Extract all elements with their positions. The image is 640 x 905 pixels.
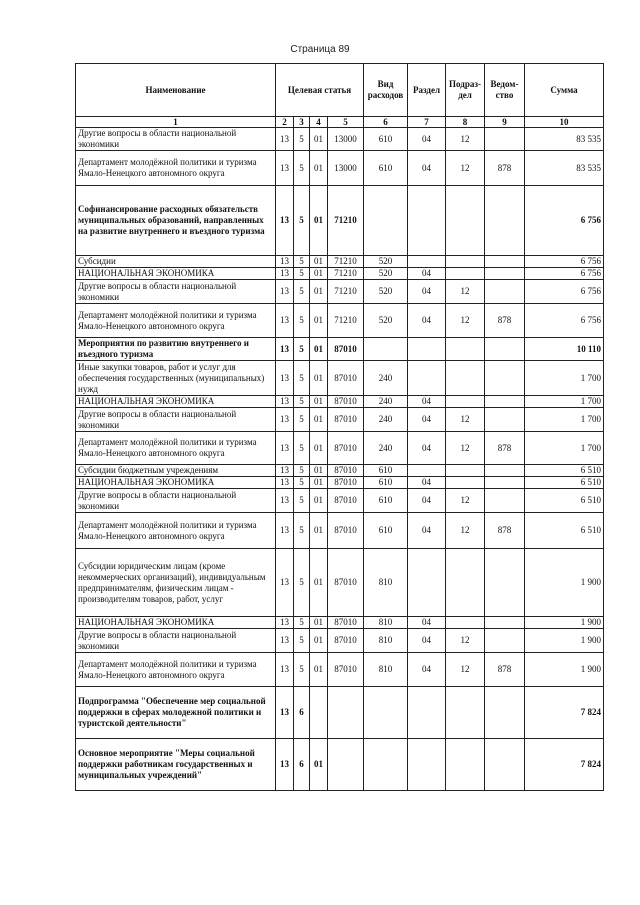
cell-pod <box>446 687 485 739</box>
cell-c4: 01 <box>310 629 328 653</box>
cell-razdel <box>408 361 446 396</box>
cell-sum: 7 824 <box>525 687 604 739</box>
page-number-label: Страница 89 <box>290 44 350 55</box>
cell-name: Другие вопросы в области национальной экономики <box>76 629 276 653</box>
cell-pod: 12 <box>446 408 485 432</box>
cell-c5 <box>328 739 364 791</box>
cell-c3: 5 <box>294 280 310 304</box>
header-name: Наименование <box>76 64 276 117</box>
table-row <box>76 361 604 396</box>
cell-pod <box>446 617 485 629</box>
cell-c4: 01 <box>310 396 328 408</box>
cell-c5: 87010 <box>328 408 364 432</box>
cell-sum: 1 900 <box>525 653 604 687</box>
cell-c5 <box>328 687 364 739</box>
cell-vid: 520 <box>364 268 408 280</box>
cell-c3: 5 <box>294 304 310 338</box>
cell-name: Субсидии юридическим лицам (кроме некоммерческих организаций), индивидуальным предпринимателям, физическим лицам - производителям товаров, работ, услуг <box>76 549 276 617</box>
cell-c4: 01 <box>310 361 328 396</box>
cell-sum: 1 900 <box>525 617 604 629</box>
cell-c2: 13 <box>276 280 294 304</box>
cell-c4 <box>310 687 328 739</box>
cell-pod: 12 <box>446 128 485 151</box>
cell-name: Департамент молодёжной политики и туризма Ямало-Ненецкого автономного округа <box>76 432 276 465</box>
cell-c3: 5 <box>294 151 310 186</box>
cell-sum: 1 700 <box>525 361 604 396</box>
cell-vid: 240 <box>364 361 408 396</box>
cell-vid: 240 <box>364 408 408 432</box>
table-row <box>76 687 604 739</box>
col-number: 1 <box>76 117 276 128</box>
table-row <box>76 432 604 465</box>
cell-razdel <box>408 687 446 739</box>
cell-c2: 13 <box>276 549 294 617</box>
table-row <box>76 513 604 549</box>
cell-name: Основное мероприятие "Меры социальной поддержки работникам государственных и муниципальных учреждений" <box>76 739 276 791</box>
table-row <box>76 477 604 489</box>
cell-c5: 71210 <box>328 304 364 338</box>
cell-razdel: 04 <box>408 268 446 280</box>
cell-c3: 5 <box>294 513 310 549</box>
cell-c5: 87010 <box>328 396 364 408</box>
cell-c2: 13 <box>276 739 294 791</box>
cell-name: Другие вопросы в области национальной экономики <box>76 489 276 513</box>
cell-name: Департамент молодёжной политики и туризма Ямало-Ненецкого автономного округа <box>76 151 276 186</box>
cell-vid: 810 <box>364 549 408 617</box>
cell-c4: 01 <box>310 513 328 549</box>
table-row <box>76 549 604 617</box>
cell-c3: 5 <box>294 477 310 489</box>
table-row <box>76 396 604 408</box>
cell-c3: 5 <box>294 128 310 151</box>
cell-pod: 12 <box>446 629 485 653</box>
cell-sum: 6 756 <box>525 280 604 304</box>
cell-c5: 87010 <box>328 465 364 477</box>
header-section: Раздел <box>408 64 446 117</box>
cell-name: НАЦИОНАЛЬНАЯ ЭКОНОМИКА <box>76 268 276 280</box>
cell-name: НАЦИОНАЛЬНАЯ ЭКОНОМИКА <box>76 477 276 489</box>
cell-ved <box>485 739 525 791</box>
cell-vid: 520 <box>364 280 408 304</box>
table-row <box>76 739 604 791</box>
cell-pod <box>446 268 485 280</box>
cell-c5: 87010 <box>328 432 364 465</box>
header-expense-type: Вид расходов <box>364 64 408 117</box>
cell-ved <box>485 477 525 489</box>
table-row <box>76 186 604 256</box>
cell-razdel <box>408 549 446 617</box>
cell-sum: 1 700 <box>525 408 604 432</box>
cell-pod <box>446 465 485 477</box>
cell-sum: 6 756 <box>525 256 604 268</box>
cell-ved: 878 <box>485 653 525 687</box>
col-number: 7 <box>408 117 446 128</box>
cell-sum: 83 535 <box>525 128 604 151</box>
cell-razdel: 04 <box>408 304 446 338</box>
cell-c2: 13 <box>276 465 294 477</box>
cell-sum: 6 510 <box>525 489 604 513</box>
cell-c4: 01 <box>310 432 328 465</box>
cell-sum: 83 535 <box>525 151 604 186</box>
cell-ved <box>485 338 525 361</box>
cell-c2: 13 <box>276 396 294 408</box>
cell-sum: 6 510 <box>525 477 604 489</box>
cell-name: Департамент молодёжной политики и туризма Ямало-Ненецкого автономного округа <box>76 513 276 549</box>
cell-ved <box>485 489 525 513</box>
table-row <box>76 617 604 629</box>
cell-vid: 610 <box>364 465 408 477</box>
cell-c5: 87010 <box>328 617 364 629</box>
cell-c2: 13 <box>276 489 294 513</box>
cell-vid: 240 <box>364 432 408 465</box>
budget-table <box>75 63 604 791</box>
header-department: Ведом-ство <box>485 64 525 117</box>
cell-name: Иные закупки товаров, работ и услуг для обеспечения государственных (муниципальных) нужд <box>76 361 276 396</box>
cell-c3: 5 <box>294 489 310 513</box>
cell-c3: 6 <box>294 687 310 739</box>
cell-vid: 520 <box>364 256 408 268</box>
cell-c2: 13 <box>276 653 294 687</box>
cell-c5: 87010 <box>328 338 364 361</box>
cell-c3: 5 <box>294 617 310 629</box>
table-row <box>76 280 604 304</box>
cell-c3: 5 <box>294 465 310 477</box>
cell-c2: 13 <box>276 629 294 653</box>
cell-sum: 6 510 <box>525 465 604 477</box>
cell-sum: 1 700 <box>525 396 604 408</box>
cell-razdel: 04 <box>408 617 446 629</box>
header-subsection: Подраз-дел <box>446 64 485 117</box>
cell-sum: 1 700 <box>525 432 604 465</box>
cell-pod: 12 <box>446 432 485 465</box>
cell-sum: 6 756 <box>525 304 604 338</box>
cell-sum: 10 110 <box>525 338 604 361</box>
cell-razdel: 04 <box>408 477 446 489</box>
cell-c2: 13 <box>276 617 294 629</box>
cell-razdel: 04 <box>408 432 446 465</box>
cell-c2: 13 <box>276 338 294 361</box>
cell-c2: 13 <box>276 256 294 268</box>
cell-vid: 610 <box>364 489 408 513</box>
col-number: 9 <box>485 117 525 128</box>
header-sum: Сумма <box>525 64 604 117</box>
cell-c5: 87010 <box>328 361 364 396</box>
cell-c5: 71210 <box>328 280 364 304</box>
cell-vid: 240 <box>364 396 408 408</box>
cell-c3: 5 <box>294 268 310 280</box>
cell-razdel: 04 <box>408 513 446 549</box>
table-row <box>76 465 604 477</box>
cell-c2: 13 <box>276 186 294 256</box>
cell-name: Софинансирование расходных обязательств муниципальных образований, направленных на развитие внутреннего и въездного туризма <box>76 186 276 256</box>
cell-vid <box>364 687 408 739</box>
cell-name: Мероприятия по развитию внутреннего и въездного туризма <box>76 338 276 361</box>
cell-c2: 13 <box>276 687 294 739</box>
cell-c4: 01 <box>310 465 328 477</box>
cell-vid: 610 <box>364 477 408 489</box>
cell-razdel: 04 <box>408 653 446 687</box>
table-row <box>76 653 604 687</box>
col-number: 8 <box>446 117 485 128</box>
cell-name: Подпрограмма "Обеспечение мер социальной поддержки в сферах молодежной политики и туристской деятельности" <box>76 687 276 739</box>
cell-ved: 878 <box>485 432 525 465</box>
table-row <box>76 338 604 361</box>
cell-pod <box>446 256 485 268</box>
col-number: 2 <box>276 117 294 128</box>
col-number: 4 <box>310 117 328 128</box>
cell-pod <box>446 338 485 361</box>
cell-name: НАЦИОНАЛЬНАЯ ЭКОНОМИКА <box>76 396 276 408</box>
cell-c2: 13 <box>276 128 294 151</box>
cell-vid: 610 <box>364 513 408 549</box>
cell-razdel <box>408 739 446 791</box>
cell-name: Департамент молодёжной политики и туризма Ямало-Ненецкого автономного округа <box>76 653 276 687</box>
cell-c2: 13 <box>276 513 294 549</box>
cell-name: Департамент молодёжной политики и туризма Ямало-Ненецкого автономного округа <box>76 304 276 338</box>
cell-c4: 01 <box>310 653 328 687</box>
cell-c3: 5 <box>294 432 310 465</box>
cell-vid: 520 <box>364 304 408 338</box>
cell-c5: 13000 <box>328 128 364 151</box>
cell-vid: 810 <box>364 653 408 687</box>
table-row <box>76 408 604 432</box>
cell-razdel: 04 <box>408 151 446 186</box>
cell-name: Другие вопросы в области национальной экономики <box>76 280 276 304</box>
col-number: 6 <box>364 117 408 128</box>
cell-sum: 1 900 <box>525 549 604 617</box>
cell-c4: 01 <box>310 408 328 432</box>
cell-razdel: 04 <box>408 280 446 304</box>
cell-c4: 01 <box>310 268 328 280</box>
cell-c5: 71210 <box>328 186 364 256</box>
cell-c4: 01 <box>310 617 328 629</box>
cell-c5: 87010 <box>328 549 364 617</box>
cell-ved <box>485 465 525 477</box>
cell-vid: 810 <box>364 617 408 629</box>
cell-sum: 6 510 <box>525 513 604 549</box>
cell-c4: 01 <box>310 128 328 151</box>
table-row <box>76 268 604 280</box>
cell-razdel <box>408 186 446 256</box>
cell-name: Другие вопросы в области национальной экономики <box>76 408 276 432</box>
col-number: 10 <box>525 117 604 128</box>
cell-c2: 13 <box>276 268 294 280</box>
cell-ved <box>485 396 525 408</box>
cell-pod <box>446 186 485 256</box>
cell-ved <box>485 268 525 280</box>
cell-c3: 5 <box>294 629 310 653</box>
cell-razdel <box>408 465 446 477</box>
cell-c4: 01 <box>310 489 328 513</box>
cell-c4: 01 <box>310 256 328 268</box>
cell-name: Другие вопросы в области национальной экономики <box>76 128 276 151</box>
cell-vid: 610 <box>364 128 408 151</box>
cell-c5: 13000 <box>328 151 364 186</box>
cell-c3: 5 <box>294 256 310 268</box>
cell-c5: 71210 <box>328 256 364 268</box>
cell-c4: 01 <box>310 186 328 256</box>
cell-razdel: 04 <box>408 408 446 432</box>
cell-vid: 610 <box>364 151 408 186</box>
cell-ved <box>485 617 525 629</box>
cell-pod <box>446 739 485 791</box>
cell-vid <box>364 338 408 361</box>
cell-sum: 6 756 <box>525 186 604 256</box>
cell-c3: 5 <box>294 408 310 432</box>
cell-razdel: 04 <box>408 629 446 653</box>
cell-c3: 5 <box>294 396 310 408</box>
cell-pod: 12 <box>446 280 485 304</box>
table-row <box>76 151 604 186</box>
cell-pod: 12 <box>446 489 485 513</box>
cell-name: Субсидии <box>76 256 276 268</box>
table-row <box>76 304 604 338</box>
cell-c3: 5 <box>294 338 310 361</box>
cell-vid <box>364 186 408 256</box>
cell-ved: 878 <box>485 151 525 186</box>
cell-razdel: 04 <box>408 396 446 408</box>
cell-c5: 87010 <box>328 653 364 687</box>
cell-c3: 5 <box>294 549 310 617</box>
table-row <box>76 629 604 653</box>
cell-name: Субсидии бюджетным учреждениям <box>76 465 276 477</box>
cell-ved <box>485 128 525 151</box>
cell-c3: 5 <box>294 361 310 396</box>
cell-name: НАЦИОНАЛЬНАЯ ЭКОНОМИКА <box>76 617 276 629</box>
cell-razdel: 04 <box>408 128 446 151</box>
cell-vid: 810 <box>364 629 408 653</box>
cell-c2: 13 <box>276 477 294 489</box>
cell-c4: 01 <box>310 477 328 489</box>
cell-pod: 12 <box>446 151 485 186</box>
cell-pod <box>446 396 485 408</box>
cell-ved <box>485 549 525 617</box>
cell-c2: 13 <box>276 361 294 396</box>
cell-pod <box>446 361 485 396</box>
cell-c4: 01 <box>310 151 328 186</box>
cell-ved <box>485 256 525 268</box>
cell-c5: 71210 <box>328 268 364 280</box>
cell-c4: 01 <box>310 280 328 304</box>
cell-ved <box>485 629 525 653</box>
cell-c3: 5 <box>294 653 310 687</box>
cell-sum: 6 756 <box>525 268 604 280</box>
table-row <box>76 128 604 151</box>
cell-ved <box>485 186 525 256</box>
col-number: 3 <box>294 117 310 128</box>
cell-c4: 01 <box>310 304 328 338</box>
cell-pod <box>446 477 485 489</box>
cell-ved: 878 <box>485 304 525 338</box>
cell-c5: 87010 <box>328 629 364 653</box>
cell-razdel <box>408 256 446 268</box>
cell-ved <box>485 408 525 432</box>
cell-ved <box>485 280 525 304</box>
cell-razdel <box>408 338 446 361</box>
cell-pod <box>446 549 485 617</box>
cell-c2: 13 <box>276 151 294 186</box>
cell-c4: 01 <box>310 338 328 361</box>
cell-c4: 01 <box>310 549 328 617</box>
cell-c2: 13 <box>276 408 294 432</box>
cell-sum: 7 824 <box>525 739 604 791</box>
cell-c5: 87010 <box>328 477 364 489</box>
cell-razdel: 04 <box>408 489 446 513</box>
cell-sum: 1 900 <box>525 629 604 653</box>
table-body <box>76 128 604 791</box>
cell-ved: 878 <box>485 513 525 549</box>
cell-pod: 12 <box>446 513 485 549</box>
cell-c2: 13 <box>276 432 294 465</box>
cell-ved <box>485 687 525 739</box>
cell-c4: 01 <box>310 739 328 791</box>
cell-c5: 87010 <box>328 513 364 549</box>
table-row <box>76 489 604 513</box>
col-number: 5 <box>328 117 364 128</box>
cell-c5: 87010 <box>328 489 364 513</box>
header-target-article: Целевая статья <box>276 64 364 117</box>
cell-pod: 12 <box>446 653 485 687</box>
cell-ved <box>485 361 525 396</box>
cell-c3: 6 <box>294 739 310 791</box>
cell-pod: 12 <box>446 304 485 338</box>
table-row <box>76 256 604 268</box>
cell-vid <box>364 739 408 791</box>
cell-c2: 13 <box>276 304 294 338</box>
cell-c3: 5 <box>294 186 310 256</box>
